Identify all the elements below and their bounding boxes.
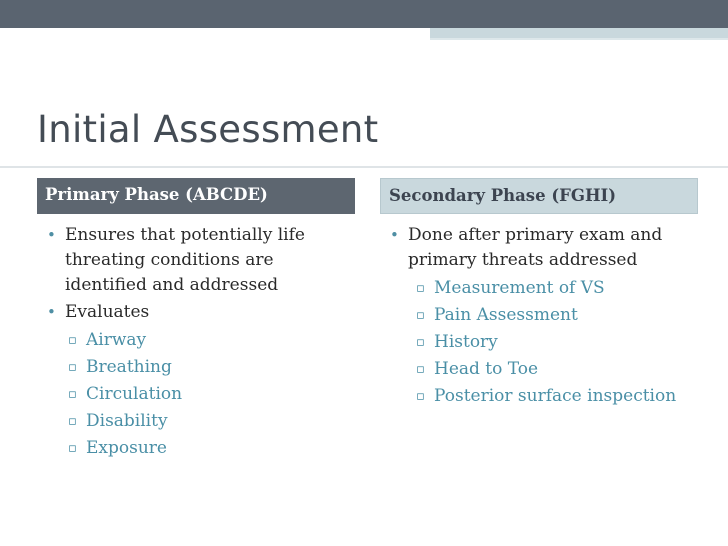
- sub-bullet-icon: ▫: [68, 360, 77, 375]
- sub-bullet-icon: ▫: [68, 387, 77, 402]
- secondary-sublist: [408, 276, 698, 409]
- title-divider: [0, 166, 728, 168]
- sub-list-item: [380, 330, 698, 355]
- sub-bullet-icon: ▫: [416, 362, 425, 377]
- list-item-text: Ensures that potentially life threating conditions are identified and addressed: [65, 225, 305, 295]
- list-item: [37, 300, 355, 461]
- bullet-icon: •: [47, 303, 56, 321]
- sub-bullet-icon: ▫: [416, 335, 425, 350]
- primary-phase-header: Primary Phase (ABCDE): [37, 178, 355, 214]
- top-accent-line: [430, 38, 728, 40]
- sub-list-item: [37, 355, 355, 380]
- sub-bullet-icon: ▫: [68, 333, 77, 348]
- sub-list-item-text: Exposure: [86, 438, 167, 458]
- sub-list-item: [37, 436, 355, 461]
- sub-list-item-text: Disability: [86, 411, 168, 431]
- sub-list-item: [37, 382, 355, 407]
- sub-list-item: [380, 276, 698, 301]
- sub-list-item-text: Pain Assessment: [434, 305, 578, 325]
- sub-list-item: [380, 384, 698, 409]
- sub-bullet-icon: ▫: [416, 308, 425, 323]
- top-band: [0, 0, 728, 28]
- sub-list-item-text: Circulation: [86, 384, 183, 404]
- sub-list-item-text: Measurement of VS: [434, 278, 605, 298]
- sub-list-item-text: Breathing: [86, 357, 172, 377]
- sub-list-item: [380, 357, 698, 382]
- sub-bullet-icon: ▫: [416, 281, 425, 296]
- sub-list-item: [37, 409, 355, 434]
- secondary-phase-list: [380, 223, 698, 409]
- sub-list-item: [380, 303, 698, 328]
- sub-list-item-text: Airway: [86, 330, 147, 350]
- secondary-phase-header: Secondary Phase (FGHI): [380, 178, 698, 214]
- list-item: [380, 223, 698, 409]
- primary-phase-column: [37, 178, 355, 463]
- list-item: [37, 223, 355, 298]
- bullet-icon: •: [390, 226, 399, 244]
- sub-list-item-text: Posterior surface inspection: [434, 386, 677, 406]
- sub-list-item-text: Head to Toe: [434, 359, 539, 379]
- primary-phase-list: [37, 223, 355, 461]
- list-item-text: Done after primary exam and primary threats addressed: [408, 225, 663, 270]
- secondary-phase-column: [380, 178, 698, 411]
- bullet-icon: •: [47, 226, 56, 244]
- top-accent: [430, 28, 728, 38]
- sub-list-item-text: History: [434, 332, 498, 352]
- slide-title: Initial Assessment: [37, 108, 379, 151]
- evaluates-sublist: [65, 328, 355, 461]
- sub-bullet-icon: ▫: [68, 441, 77, 456]
- list-item-text: Evaluates: [65, 302, 150, 322]
- sub-bullet-icon: ▫: [68, 414, 77, 429]
- sub-list-item: [37, 328, 355, 353]
- sub-bullet-icon: ▫: [416, 389, 425, 404]
